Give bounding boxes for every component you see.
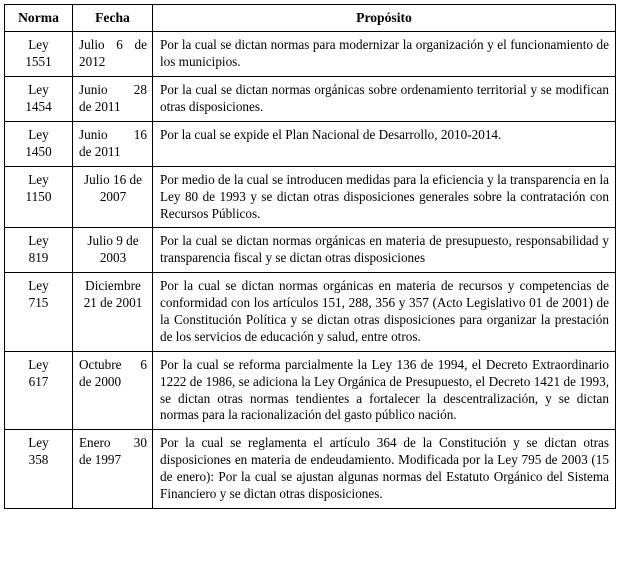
table-row (5, 77, 616, 122)
norma-line-1: Ley (28, 82, 49, 98)
norma-line-1: Ley (28, 171, 49, 187)
proposito-text: Por la cual se reforma parcialmente la Ley 136 de 1994, el Decreto Extraordinario 1222 de 1986, se adiciona la Ley Orgánica de Presupuesto, el Decreto 1421 de 1993, se dictan otras normas tendientes a fortalecer la descentralización, y se dictan normas para la racionalización del gasto público nación. (160, 356, 609, 423)
table-header-row (5, 5, 616, 32)
proposito-text: Por la cual se dictan normas para modernizar la organización y el funcionamiento de los municipios. (160, 37, 609, 70)
cell-norma (5, 351, 73, 430)
fecha-line-2: de 2011 (79, 99, 121, 115)
column-header-proposito: Propósito (153, 5, 616, 32)
proposito-text: Por la cual se reglamenta el artículo 364 de la Constitución y se dictan otras disposiciones en materia de endeudamiento. Modificada por la Ley 795 de 2003 (15 de enero): Por la cual se ajustan algunas normas del Estatuto Orgánico del Sistema Financiero y se dictan otras disposiciones. (160, 435, 609, 501)
norms-table (4, 4, 616, 509)
norma-line-1: Ley (28, 233, 49, 249)
fecha-line-1: Julio 6 de (79, 37, 147, 53)
fecha-line-2: de 2000 (79, 373, 122, 389)
fecha-line-2: 2003 (99, 250, 127, 266)
cell-norma (5, 228, 73, 273)
proposito-text: Por la cual se expide el Plan Nacional de Desarrollo, 2010-2014. (160, 126, 502, 142)
fecha-line-2: 21 de 2001 (83, 295, 143, 311)
cell-fecha (73, 273, 153, 352)
table-row (5, 121, 616, 166)
norma-line-2: 819 (28, 250, 49, 266)
norma-line-2: 1150 (25, 188, 52, 204)
fecha-line-2: 2007 (99, 188, 127, 204)
cell-proposito (153, 121, 616, 166)
column-header-norma: Norma (5, 5, 73, 32)
fecha-line-2: de 2011 (79, 143, 121, 159)
cell-proposito (153, 166, 616, 228)
proposito-text: Por la cual se dictan normas orgánicas en materia de recursos y competencias de conformidad con los artículos 151, 288, 356 y 357 (Acto Legislativo 01 de 2001) de la Constitución Política y se dictan otras disposiciones para organizar la prestación de los servicios de educación y salud, entre otros. (160, 278, 609, 344)
fecha-line-1: Diciembre (85, 278, 141, 294)
fecha-line-2: 2012 (79, 54, 106, 70)
norma-line-1: Ley (28, 37, 49, 53)
cell-norma (5, 121, 73, 166)
proposito-text: Por la cual se dictan normas orgánicas sobre ordenamiento territorial y se modifican otras disposiciones. (160, 82, 609, 115)
table-body (5, 32, 616, 508)
table-row (5, 228, 616, 273)
table-row (5, 273, 616, 352)
cell-fecha (73, 430, 153, 509)
fecha-line-1: Junio 16 (79, 126, 147, 142)
cell-fecha (73, 121, 153, 166)
cell-fecha (73, 32, 153, 77)
cell-fecha (73, 166, 153, 228)
fecha-line-1: Junio 28 (79, 82, 147, 98)
cell-proposito (153, 32, 616, 77)
table-row (5, 32, 616, 77)
norma-line-1: Ley (28, 356, 49, 372)
fecha-line-2: de 1997 (79, 452, 122, 468)
fecha-line-1: Julio 9 de (87, 233, 139, 249)
norma-line-2: 617 (28, 373, 49, 389)
cell-norma (5, 77, 73, 122)
cell-norma (5, 273, 73, 352)
cell-proposito (153, 77, 616, 122)
table-row (5, 166, 616, 228)
cell-fecha (73, 77, 153, 122)
norma-line-1: Ley (28, 126, 49, 142)
column-header-fecha: Fecha (73, 5, 153, 32)
cell-fecha (73, 228, 153, 273)
cell-fecha (73, 351, 153, 430)
cell-proposito (153, 351, 616, 430)
table-row (5, 430, 616, 509)
fecha-line-1: Enero 30 (79, 435, 147, 451)
proposito-text: Por la cual se dictan normas orgánicas en materia de presupuesto, responsabilidad y transparencia fiscal y se dictan otras disposiciones (160, 233, 609, 266)
cell-proposito (153, 273, 616, 352)
table-row (5, 351, 616, 430)
fecha-line-1: Julio 16 de (84, 171, 142, 187)
norma-line-2: 1454 (25, 99, 52, 115)
norma-line-2: 358 (28, 452, 49, 468)
cell-proposito (153, 228, 616, 273)
cell-norma (5, 32, 73, 77)
cell-norma (5, 430, 73, 509)
table-header (5, 5, 616, 32)
cell-norma (5, 166, 73, 228)
cell-proposito (153, 430, 616, 509)
proposito-text: Por medio de la cual se introducen medidas para la eficiencia y la transparencia en la Ley 80 de 1993 y se dictan otras disposiciones generales sobre la contratación con Recursos Públicos. (160, 171, 609, 221)
norma-line-1: Ley (28, 278, 49, 294)
norma-line-1: Ley (28, 435, 49, 451)
norma-line-2: 715 (28, 295, 49, 311)
norma-line-2: 1450 (25, 143, 52, 159)
norma-line-2: 1551 (25, 54, 52, 70)
fecha-line-1: Octubre 6 (79, 356, 147, 372)
